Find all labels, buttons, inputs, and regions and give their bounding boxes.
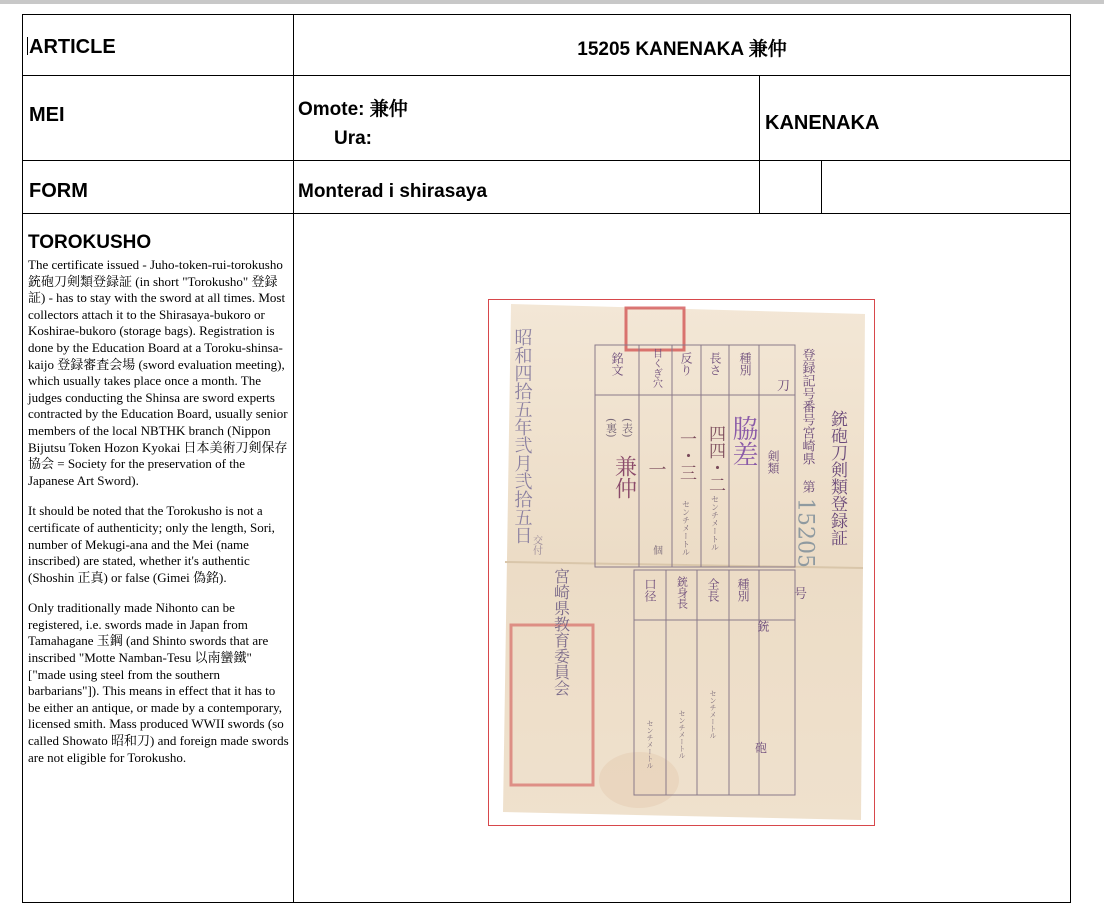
row-divider <box>22 75 1071 76</box>
cert-lower-side-ho: 砲 <box>755 741 768 755</box>
cert-reg-label: 登録記号番号宮崎県 <box>799 348 815 465</box>
torokusho-certificate-image <box>488 299 875 826</box>
cert-unit-sori: センチメートル <box>681 500 691 556</box>
cert-reg-number: 15205 <box>792 498 818 568</box>
row-divider <box>22 160 1071 161</box>
torokusho-section <box>28 232 290 766</box>
cert-value-length: 四四・二 <box>705 425 725 493</box>
cert-lower-hdr-ju: 銃 <box>756 620 770 632</box>
cert-reg-dai: 第 <box>799 480 815 493</box>
article-label: ARTICLE <box>29 36 116 58</box>
form-label: FORM <box>29 180 88 202</box>
torokusho-title: TOROKUSHO <box>28 232 152 253</box>
article-label-cell[interactable] <box>27 36 116 59</box>
cert-hdr-kind: 種別 <box>738 352 752 376</box>
cert-hdr-mekugi: 目くぎ穴 <box>650 348 662 388</box>
cert-title: 銃砲刀剣類登録証 <box>827 410 847 546</box>
table-border-left <box>22 14 23 903</box>
cert-mei-ura: (裏) <box>604 418 618 438</box>
window-top-bar <box>0 0 1104 4</box>
torokusho-paragraph: It should be noted that the Torokusho is not a certificate of authenticity; only the length, Sori, number of Mekugi-ana and the Mei (name inscribed) are stated, whether it's authentic (Shoshin 正真) or false (Gimei 偽銘). <box>28 503 275 585</box>
cert-lower-hdr-kind: 種別 <box>736 578 750 602</box>
row-divider <box>22 213 1071 214</box>
cert-date-suffix: 交付 <box>530 535 542 555</box>
paper-stain <box>599 752 679 808</box>
cert-value-kind: 脇差 <box>728 415 758 467</box>
torokusho-paragraph: Only traditionally made Nihonto can be registered, i.e. swords made in Japan from Tamahagane 玉鋼 (and Shinto swords that are inscribed "Motte Namban-Tesu 以南蠻鐵" ["made using steel from the southern barbarians"]). This means in effect that it has to be either an antique, or made by a contemporary, licensed smith. Mass produced WWII swords (so called Showato 昭和刀) and foreign made swords are not eligible for Torokusho. <box>28 600 289 765</box>
cert-date: 昭和四拾五年弐月弐拾五日 <box>511 328 533 544</box>
mei-omote: Omote: 兼仲 <box>298 99 408 120</box>
cert-lower-hdr-barrel: 銃身長 <box>675 576 689 609</box>
article-value: 15205 KANENAKA 兼仲 <box>577 39 787 60</box>
cert-hdr-meibun: 銘文 <box>610 352 624 376</box>
column-divider <box>759 75 760 214</box>
cert-lower-unit: センチメートル <box>709 690 717 739</box>
cert-hdr-sori: 反り <box>679 352 693 376</box>
cert-value-mekugi: 一 <box>645 460 667 478</box>
certificate-svg <box>489 300 874 825</box>
cert-mei-text: 兼仲 <box>611 455 637 499</box>
cert-value-sori: 一・三 <box>676 430 696 481</box>
table-border-top <box>22 14 1071 15</box>
form-value: Monterad i shirasaya <box>298 181 488 202</box>
torokusho-paragraph: The certificate issued - Juho-token-rui-torokusho 銃砲刀剣類登録証 (in short "Torokusho" 登録証) - has to stay with the sword at all times. Most collectors attach it to the Shirasaya-bukoro or Koshirae-bukoro (storage bags). Registration is done by the Education Board at a Toroku-shinsa-kaijo 登録審査会場 (sword evaluation meeting), which usually takes place once a month. The judges conducting the Shinsa are sword experts contracted by the Education Board, usually senior members of the local NBTHK branch (Nippon Bijutsu Token Hozon Kyokai 日本美術刀剣保存協会 = Society for the preservation of the Japanese Art Sword). <box>28 257 288 488</box>
cert-mei-omote: (表) <box>620 418 634 438</box>
cert-lower-hdr-total: 全長 <box>706 578 720 602</box>
cert-hdr-katana: 刀 <box>777 379 791 394</box>
mei-romaji: KANENAKA <box>765 112 880 134</box>
table-border-bottom <box>22 902 1071 903</box>
column-divider <box>821 160 822 214</box>
cert-side-kenrui: 剣類 <box>766 450 780 474</box>
column-divider <box>293 14 294 903</box>
cert-hdr-length: 長さ <box>708 352 722 376</box>
torokusho-body <box>28 257 290 766</box>
cert-unit-mekugi: 個 <box>650 545 662 555</box>
cert-reg-go: 号 <box>794 587 808 602</box>
cert-lower-unit: センチメートル <box>646 720 654 769</box>
table-border-right <box>1070 14 1071 903</box>
text-cursor <box>27 37 28 55</box>
mei-label: MEI <box>29 104 65 126</box>
cert-lower-hdr-caliber: 口径 <box>643 578 657 602</box>
cert-lower-unit: センチメートル <box>678 710 686 759</box>
cert-issuer: 宮崎県教育委員会 <box>551 568 571 696</box>
mei-ura: Ura: <box>334 128 373 149</box>
cert-unit-length: センチメートル <box>710 495 720 551</box>
